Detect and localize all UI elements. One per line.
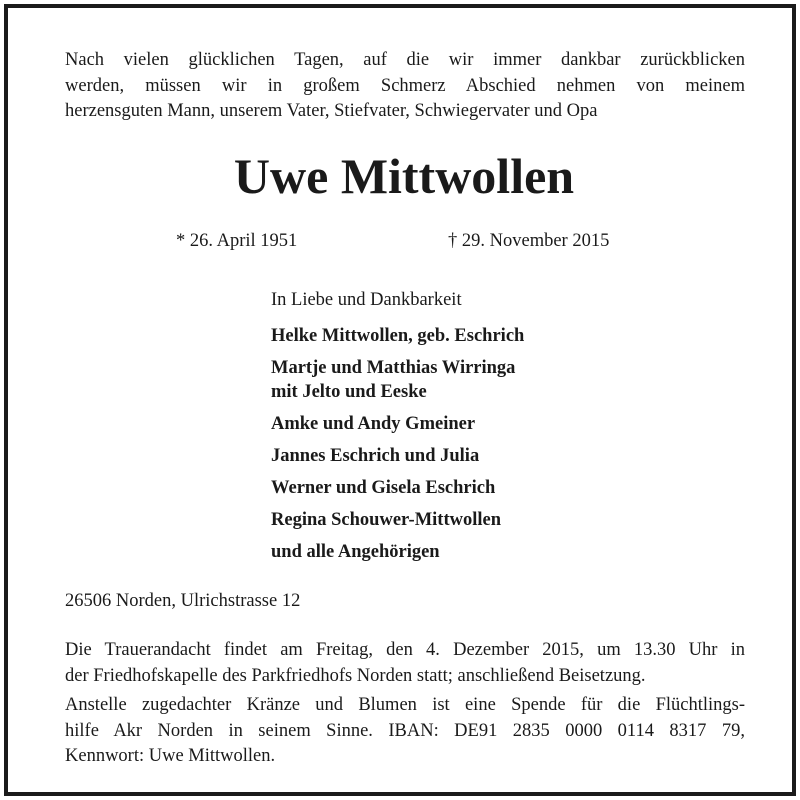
- mourner-name: Regina Schouwer-Mittwollen: [271, 510, 502, 530]
- mourner-name: Helke Mittwollen, geb. Eschrich: [271, 326, 525, 346]
- mourner-name: und alle Angehörigen: [271, 542, 440, 562]
- donation-line: Kennwort: Uwe Mittwollen.: [65, 746, 276, 766]
- donation-line: Anstelle zugedachter Kränze und Blumen ist eine Spende für die Flüchtlings-: [65, 695, 745, 715]
- service-line: der Friedhofskapelle des Parkfriedhofs Norden statt; anschließend Beisetzung.: [65, 665, 646, 686]
- mourner-entry: [271, 356, 671, 404]
- mourner-entry: [271, 444, 671, 468]
- mourner-name: Martje und Matthias Wirringa: [271, 358, 516, 378]
- mourner-entry: [271, 324, 671, 348]
- birth-date: * 26. April 1951: [176, 231, 298, 251]
- mourner-name: Werner und Gisela Eschrich: [271, 478, 496, 498]
- service-info: [65, 638, 745, 689]
- service-line: Die Trauerandacht findet am Freitag, den 4. Dezember 2015, um 13.30 Uhr in: [65, 640, 745, 660]
- mourner-name: Jannes Eschrich und Julia: [271, 446, 480, 466]
- intro-text: [65, 48, 745, 125]
- deceased-name: Uwe Mittwollen: [233, 148, 575, 204]
- mourners-heading: In Liebe und Dankbarkeit: [271, 290, 462, 310]
- obituary-notice: [4, 4, 796, 796]
- mourner-entry: [271, 508, 671, 532]
- mourner-entry: [271, 476, 671, 500]
- intro-line: Nach vielen glücklichen Tagen, auf die wir immer dankbar zurückblicken: [65, 50, 745, 70]
- mourner-name: Amke und Andy Gmeiner: [271, 414, 476, 434]
- mourner-entry: [271, 540, 671, 564]
- mourners-list: [271, 324, 671, 572]
- death-date: † 29. November 2015: [448, 231, 610, 251]
- intro-line: werden, müssen wir in großem Schmerz Abschied nehmen von meinem: [65, 75, 745, 96]
- donation-info: [65, 693, 745, 770]
- mourner-name-continued: mit Jelto und Eeske: [271, 382, 427, 402]
- intro-line: herzensguten Mann, unserem Vater, Stiefvater, Schwiegervater und Opa: [65, 101, 598, 121]
- mourner-entry: [271, 412, 671, 436]
- address: 26506 Norden, Ulrichstrasse 12: [65, 591, 301, 611]
- donation-line: hilfe Akr Norden in seinem Sinne. IBAN: DE91 2835 0000 0114 8317 79,: [65, 720, 745, 741]
